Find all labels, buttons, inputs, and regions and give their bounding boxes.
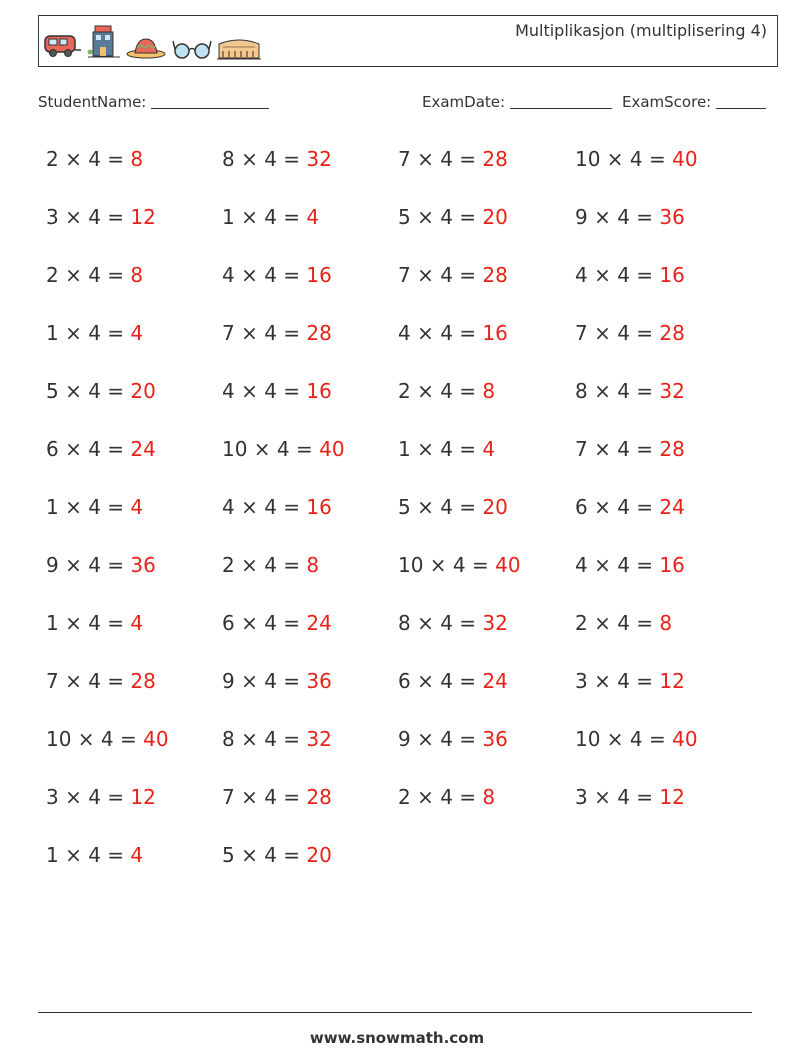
problem-answer: 12 <box>659 669 685 693</box>
problem-answer: 32 <box>482 611 508 635</box>
problem-answer: 16 <box>659 553 685 577</box>
problem-answer: 28 <box>306 785 332 809</box>
exam-date-blank[interactable] <box>510 93 612 109</box>
problem-answer: 8 <box>130 147 144 171</box>
problem-item <box>575 205 685 229</box>
problem-item <box>575 147 698 171</box>
problem-question: 1 × 4 = <box>46 321 131 345</box>
sombrero-icon <box>125 36 167 60</box>
problem-question: 4 × 4 = <box>222 263 307 287</box>
problem-item <box>575 669 685 693</box>
problem-question: 8 × 4 = <box>222 727 307 751</box>
problem-item <box>398 611 508 635</box>
problem-answer: 4 <box>130 843 144 867</box>
problem-answer: 28 <box>306 321 332 345</box>
problem-answer: 36 <box>482 727 508 751</box>
glasses-icon <box>171 36 213 60</box>
problem-item <box>46 263 143 287</box>
problem-question: 2 × 4 = <box>398 379 483 403</box>
problem-item <box>398 379 495 403</box>
problem-answer: 40 <box>319 437 345 461</box>
problem-answer: 16 <box>659 263 685 287</box>
problem-item <box>222 785 332 809</box>
problem-answer: 40 <box>672 147 698 171</box>
problem-item <box>46 437 156 461</box>
problem-question: 9 × 4 = <box>46 553 131 577</box>
problem-question: 2 × 4 = <box>575 611 660 635</box>
problem-answer: 4 <box>130 321 144 345</box>
problem-question: 2 × 4 = <box>398 785 483 809</box>
problem-question: 10 × 4 = <box>575 727 673 751</box>
problem-answer: 20 <box>482 205 508 229</box>
problem-item <box>398 785 495 809</box>
problem-question: 1 × 4 = <box>222 205 307 229</box>
problem-item <box>575 263 685 287</box>
problem-answer: 16 <box>482 321 508 345</box>
problem-question: 10 × 4 = <box>222 437 320 461</box>
problem-item <box>398 495 508 519</box>
problem-question: 10 × 4 = <box>575 147 673 171</box>
problem-answer: 36 <box>659 205 685 229</box>
problem-answer: 4 <box>306 205 320 229</box>
problem-item <box>222 321 332 345</box>
problem-item <box>398 205 508 229</box>
problem-answer: 24 <box>482 669 508 693</box>
problem-item <box>222 205 319 229</box>
worksheet-title: Multiplikasjon (multiplisering 4) <box>515 21 767 40</box>
problem-question: 10 × 4 = <box>46 727 144 751</box>
problem-question: 3 × 4 = <box>46 205 131 229</box>
problem-item <box>46 727 169 751</box>
problem-question: 9 × 4 = <box>398 727 483 751</box>
problem-answer: 16 <box>306 263 332 287</box>
header-box <box>38 15 778 67</box>
colosseum-icon <box>217 34 261 60</box>
problem-question: 6 × 4 = <box>575 495 660 519</box>
problem-item <box>398 263 508 287</box>
problem-answer: 20 <box>306 843 332 867</box>
problem-item <box>575 553 685 577</box>
problem-item <box>46 147 143 171</box>
exam-score-blank[interactable] <box>716 93 766 109</box>
problem-question: 10 × 4 = <box>398 553 496 577</box>
problem-item <box>46 379 156 403</box>
problem-item <box>46 669 156 693</box>
problem-item <box>46 495 143 519</box>
problem-answer: 24 <box>130 437 156 461</box>
problem-item <box>222 553 319 577</box>
problem-answer: 24 <box>306 611 332 635</box>
problem-question: 5 × 4 = <box>222 843 307 867</box>
camper-van-icon <box>43 30 83 60</box>
problem-item <box>398 147 508 171</box>
student-name-label: StudentName: <box>38 93 147 111</box>
problem-item <box>222 611 332 635</box>
problem-question: 6 × 4 = <box>398 669 483 693</box>
problem-question: 6 × 4 = <box>222 611 307 635</box>
problem-answer: 36 <box>130 553 156 577</box>
problem-question: 7 × 4 = <box>575 437 660 461</box>
problem-item <box>222 495 332 519</box>
problem-item <box>46 205 156 229</box>
problem-question: 1 × 4 = <box>46 495 131 519</box>
problem-answer: 16 <box>306 495 332 519</box>
problem-answer: 8 <box>130 263 144 287</box>
problem-answer: 12 <box>130 785 156 809</box>
problem-answer: 8 <box>306 553 320 577</box>
problem-answer: 4 <box>482 437 496 461</box>
problem-item <box>398 553 521 577</box>
problem-answer: 12 <box>659 785 685 809</box>
problem-answer: 20 <box>482 495 508 519</box>
problem-question: 7 × 4 = <box>222 321 307 345</box>
footer-divider <box>38 1012 752 1013</box>
problem-item <box>46 321 143 345</box>
problem-question: 2 × 4 = <box>46 263 131 287</box>
problem-item <box>575 727 698 751</box>
problem-question: 7 × 4 = <box>222 785 307 809</box>
problem-question: 9 × 4 = <box>575 205 660 229</box>
problem-question: 5 × 4 = <box>398 495 483 519</box>
problem-answer: 28 <box>482 263 508 287</box>
problem-question: 1 × 4 = <box>46 843 131 867</box>
problem-question: 1 × 4 = <box>398 437 483 461</box>
problem-answer: 28 <box>659 437 685 461</box>
exam-date-label: ExamDate: <box>422 93 506 111</box>
problem-item <box>398 437 495 461</box>
problem-question: 4 × 4 = <box>575 263 660 287</box>
problem-question: 7 × 4 = <box>398 263 483 287</box>
problem-answer: 32 <box>306 147 332 171</box>
student-name-field <box>38 93 269 111</box>
problem-answer: 32 <box>659 379 685 403</box>
problem-item <box>398 321 508 345</box>
problem-question: 4 × 4 = <box>222 495 307 519</box>
problem-item <box>222 727 332 751</box>
problem-question: 5 × 4 = <box>46 379 131 403</box>
problem-question: 3 × 4 = <box>575 669 660 693</box>
problem-item <box>398 727 508 751</box>
problem-question: 4 × 4 = <box>222 379 307 403</box>
problem-item <box>575 437 685 461</box>
problem-question: 8 × 4 = <box>398 611 483 635</box>
problem-answer: 40 <box>143 727 169 751</box>
problem-question: 1 × 4 = <box>46 611 131 635</box>
problem-answer: 8 <box>482 785 496 809</box>
problem-answer: 32 <box>306 727 332 751</box>
problem-item <box>575 611 672 635</box>
problem-item <box>46 553 156 577</box>
problem-answer: 16 <box>306 379 332 403</box>
problem-answer: 28 <box>482 147 508 171</box>
problem-item <box>222 843 332 867</box>
problem-answer: 4 <box>130 495 144 519</box>
problem-answer: 12 <box>130 205 156 229</box>
problem-question: 3 × 4 = <box>46 785 131 809</box>
problem-item <box>575 321 685 345</box>
problem-item <box>222 263 332 287</box>
problem-item <box>575 495 685 519</box>
problem-answer: 28 <box>659 321 685 345</box>
problem-question: 8 × 4 = <box>222 147 307 171</box>
problem-item <box>222 437 345 461</box>
problem-question: 9 × 4 = <box>222 669 307 693</box>
exam-date-field <box>422 93 612 111</box>
exam-score-label: ExamScore: <box>622 93 712 111</box>
footer-site: www.snowmath.com <box>309 1029 485 1047</box>
problem-answer: 36 <box>306 669 332 693</box>
problem-answer: 28 <box>130 669 156 693</box>
header-icons <box>43 24 261 60</box>
student-name-blank[interactable] <box>151 93 269 109</box>
problem-question: 7 × 4 = <box>46 669 131 693</box>
problem-item <box>222 147 332 171</box>
problem-answer: 8 <box>482 379 496 403</box>
problem-item <box>46 785 156 809</box>
problem-item <box>575 785 685 809</box>
problem-answer: 4 <box>130 611 144 635</box>
building-icon <box>87 24 121 60</box>
problem-item <box>222 669 332 693</box>
problem-question: 3 × 4 = <box>575 785 660 809</box>
problem-question: 8 × 4 = <box>575 379 660 403</box>
problem-question: 6 × 4 = <box>46 437 131 461</box>
problem-question: 2 × 4 = <box>46 147 131 171</box>
problem-question: 4 × 4 = <box>398 321 483 345</box>
problem-question: 7 × 4 = <box>575 321 660 345</box>
problem-item <box>398 669 508 693</box>
problem-answer: 40 <box>495 553 521 577</box>
problem-answer: 8 <box>659 611 673 635</box>
problem-question: 7 × 4 = <box>398 147 483 171</box>
problem-item <box>575 379 685 403</box>
exam-score-field <box>622 93 766 111</box>
problem-question: 5 × 4 = <box>398 205 483 229</box>
problem-question: 4 × 4 = <box>575 553 660 577</box>
problem-item <box>46 611 143 635</box>
problem-answer: 40 <box>672 727 698 751</box>
problem-question: 2 × 4 = <box>222 553 307 577</box>
problem-item <box>46 843 143 867</box>
problem-answer: 20 <box>130 379 156 403</box>
problem-answer: 24 <box>659 495 685 519</box>
problem-item <box>222 379 332 403</box>
